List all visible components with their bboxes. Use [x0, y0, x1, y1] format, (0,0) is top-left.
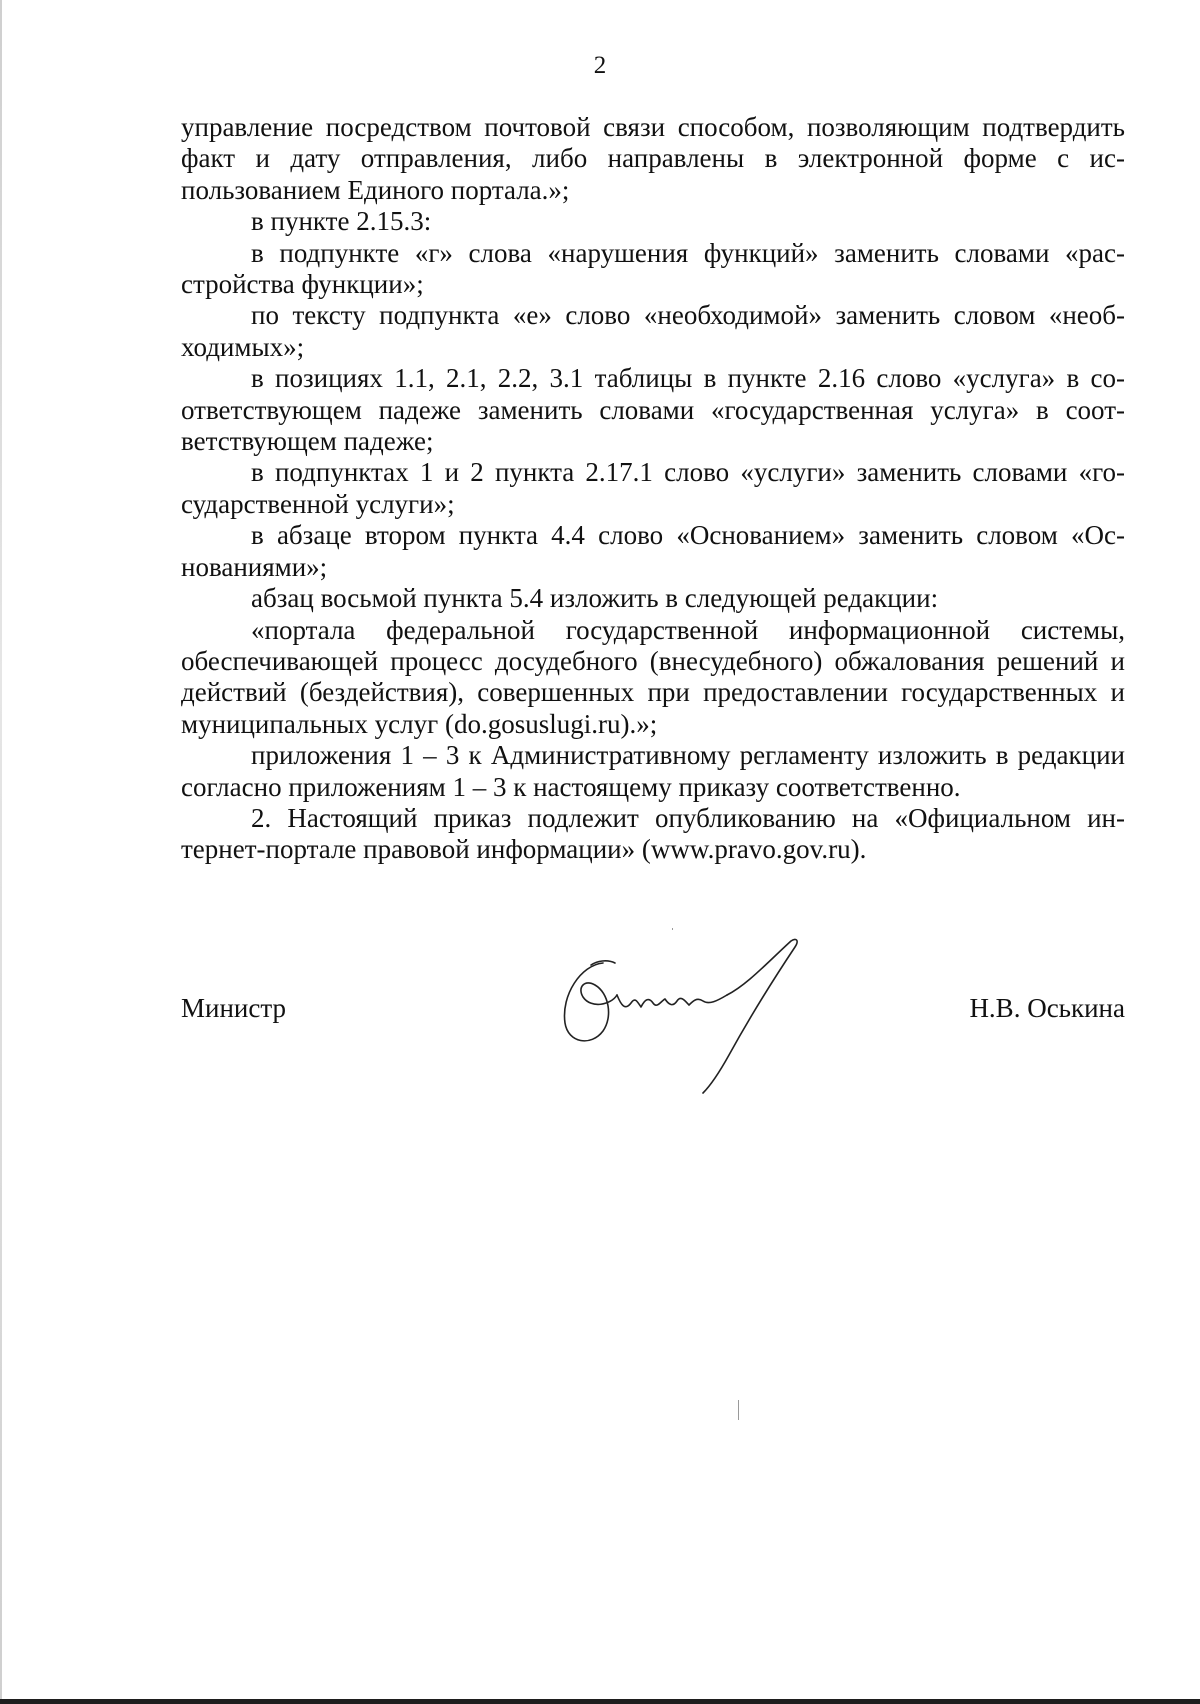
paragraph: управление посредством почтовой связи способом, позволяющим подтвердить факт и дату отправления, либо направлены в электронной форме с использованием Единого портала.»;	[181, 112, 1125, 205]
document-body	[181, 112, 1125, 866]
paragraph: в подпунктах 1 и 2 пункта 2.17.1 слово «услуги» заменить словами «государственной услуги»;	[181, 457, 1125, 519]
paragraph: по тексту подпункта «е» слово «необходимой» заменить словом «необходимых»;	[181, 300, 1125, 362]
scan-speck	[672, 928, 673, 930]
scan-bottom-edge	[0, 1699, 1200, 1704]
paragraph: «портала федеральной государственной информационной системы, обеспечивающей процесс досудебного (внесудебного) обжалования решений и действий (бездействия), совершенных при предоставлении государственных и муниципальных услуг (do.gosuslugi.ru).»;	[181, 614, 1125, 739]
paragraph: 2. Настоящий приказ подлежит опубликованию на «Официальном интернет-портале правовой информации» (www.pravo.gov.ru).	[181, 802, 1125, 865]
paragraph: в подпункте «г» слова «нарушения функций» заменить словами «расстройства функции»;	[181, 237, 1125, 300]
handwritten-signature-icon	[551, 935, 831, 1095]
signatory-name: Н.В. Оськина	[969, 993, 1125, 1023]
paragraph: абзац восьмой пункта 5.4 изложить в следующей редакции:	[251, 583, 939, 614]
signatory-title: Министр	[181, 993, 286, 1023]
paragraph: в абзаце втором пункта 4.4 слово «Основанием» заменить словом «Основаниями»;	[181, 520, 1125, 582]
paragraph: в позициях 1.1, 2.1, 2.2, 3.1 таблицы в пункте 2.16 слово «услуга» в соответствующем падеже заменить словами «государственная услуга» в соответствующем падеже;	[181, 363, 1125, 457]
scan-left-edge	[0, 0, 2, 1704]
scan-speck	[738, 1400, 739, 1420]
page-number: 2	[593, 52, 607, 79]
signature-block	[181, 993, 1125, 1153]
paragraph: в пункте 2.15.3:	[251, 206, 432, 237]
paragraph: приложения 1 – 3 к Административному регламенту изложить в редакции согласно приложениям 1 – 3 к настоящему приказу соответственно.	[181, 740, 1125, 802]
